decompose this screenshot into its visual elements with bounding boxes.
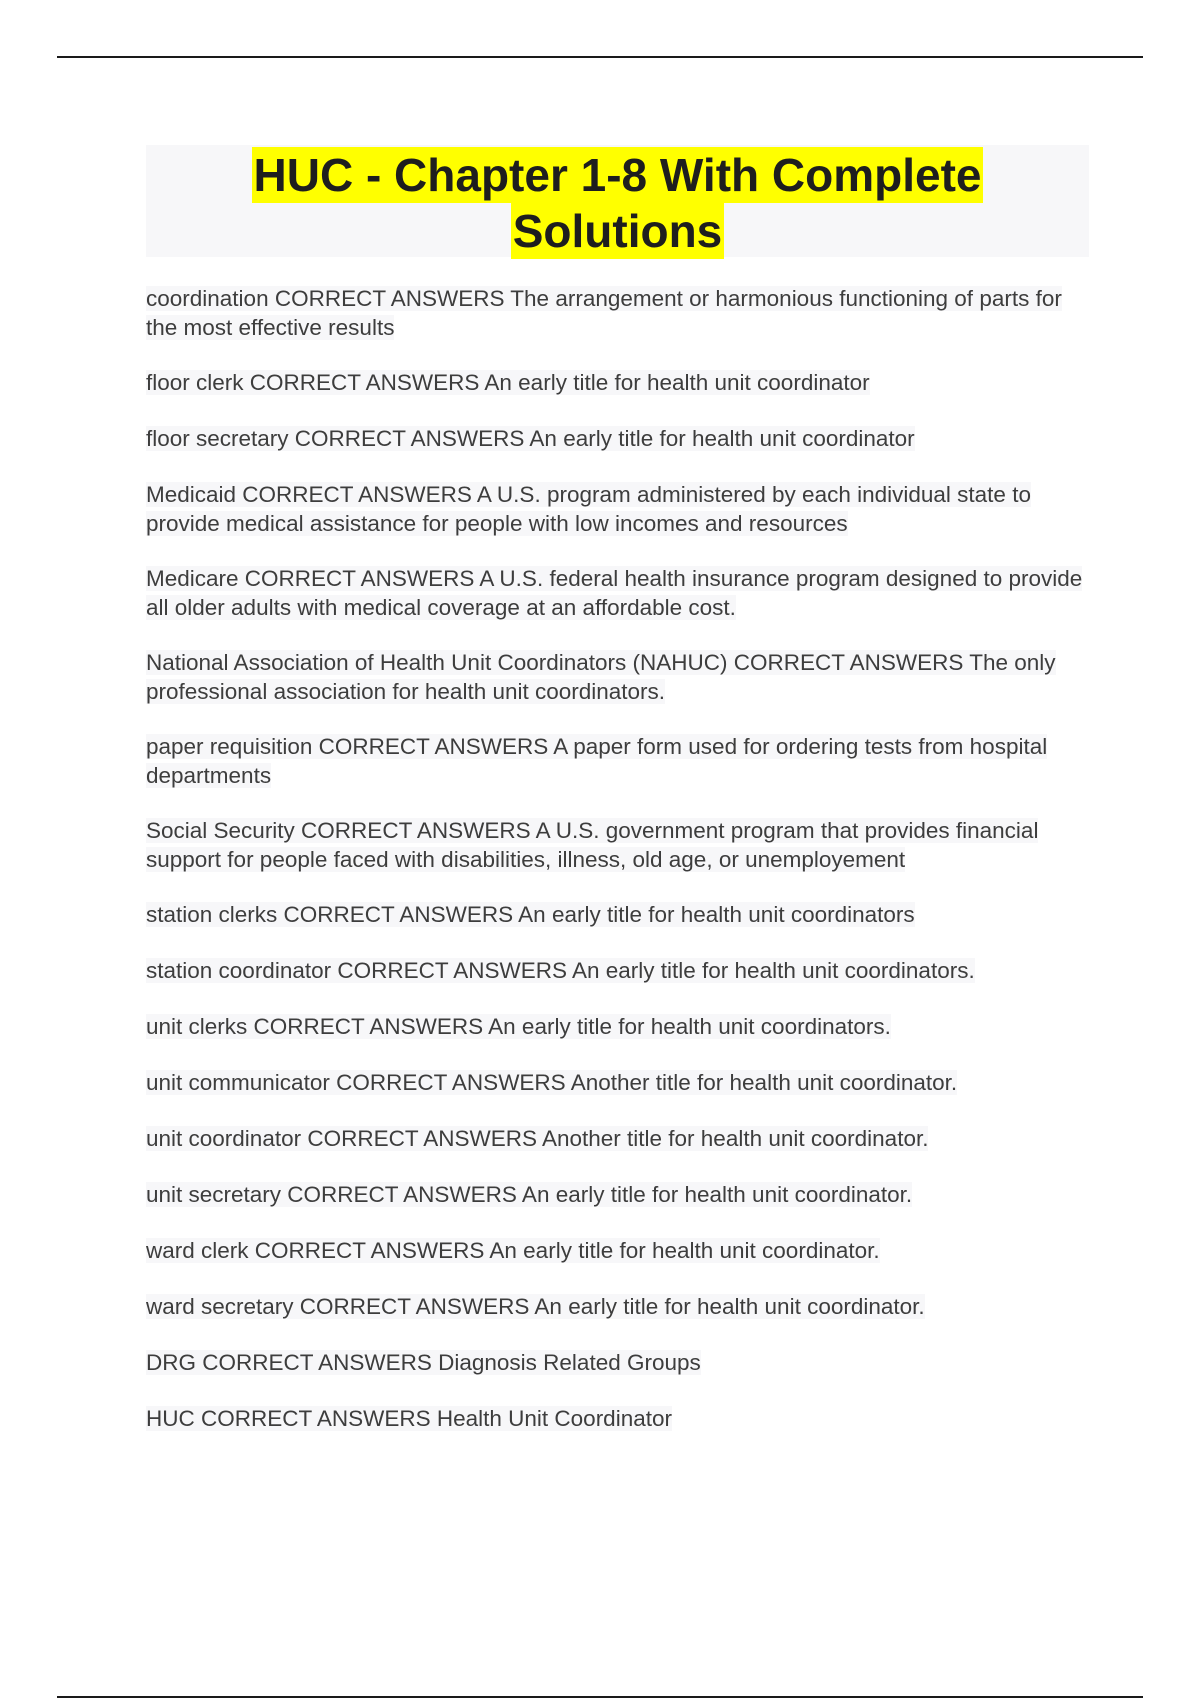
flashcard-entry: paper requisition CORRECT ANSWERS A paper form used for ordering tests from hospital departments: [146, 734, 1048, 788]
flashcard-entry: unit communicator CORRECT ANSWERS Another title for health unit coordinator.: [146, 1070, 958, 1095]
flashcard-entry: Medicare CORRECT ANSWERS A U.S. federal health insurance program designed to provide all older adults with medical coverage at an affordable cost.: [146, 566, 1083, 620]
flashcard-entry: National Association of Health Unit Coordinators (NAHUC) CORRECT ANSWERS The only professional association for health unit coordinators.: [146, 650, 1056, 704]
document-title-line-2: Solutions: [512, 205, 723, 257]
flashcard-entry: floor secretary CORRECT ANSWERS An early title for health unit coordinator: [146, 426, 915, 451]
flashcard-entry: unit clerks CORRECT ANSWERS An early title for health unit coordinators.: [146, 1014, 891, 1039]
flashcard-entry: floor clerk CORRECT ANSWERS An early title for health unit coordinator: [146, 370, 870, 395]
title-block: [146, 145, 1089, 257]
bottom-rule: [57, 1696, 1143, 1698]
flashcard-list: [146, 285, 1089, 1461]
flashcard-entry: station coordinator CORRECT ANSWERS An early title for health unit coordinators.: [146, 958, 975, 983]
flashcard-entry: Social Security CORRECT ANSWERS A U.S. government program that provides financial support for people faced with disabilities, illness, old age, or unemployement: [146, 818, 1039, 872]
flashcard-entry: ward secretary CORRECT ANSWERS An early title for health unit coordinator.: [146, 1294, 925, 1319]
flashcard-entry: station clerks CORRECT ANSWERS An early title for health unit coordinators: [146, 902, 915, 927]
flashcard-entry: unit coordinator CORRECT ANSWERS Another title for health unit coordinator.: [146, 1126, 929, 1151]
flashcard-entry: unit secretary CORRECT ANSWERS An early title for health unit coordinator.: [146, 1182, 913, 1207]
flashcard-entry: Medicaid CORRECT ANSWERS A U.S. program administered by each individual state to provide medical assistance for people with low incomes and resources: [146, 482, 1031, 536]
flashcard-entry: coordination CORRECT ANSWERS The arrangement or harmonious functioning of parts for the most effective results: [146, 286, 1062, 340]
document-title-line-1: HUC - Chapter 1-8 With Complete: [253, 149, 982, 201]
flashcard-entry: ward clerk CORRECT ANSWERS An early title for health unit coordinator.: [146, 1238, 880, 1263]
flashcard-entry: DRG CORRECT ANSWERS Diagnosis Related Groups: [146, 1350, 701, 1375]
top-rule: [57, 56, 1143, 58]
flashcard-entry: HUC CORRECT ANSWERS Health Unit Coordinator: [146, 1406, 672, 1431]
